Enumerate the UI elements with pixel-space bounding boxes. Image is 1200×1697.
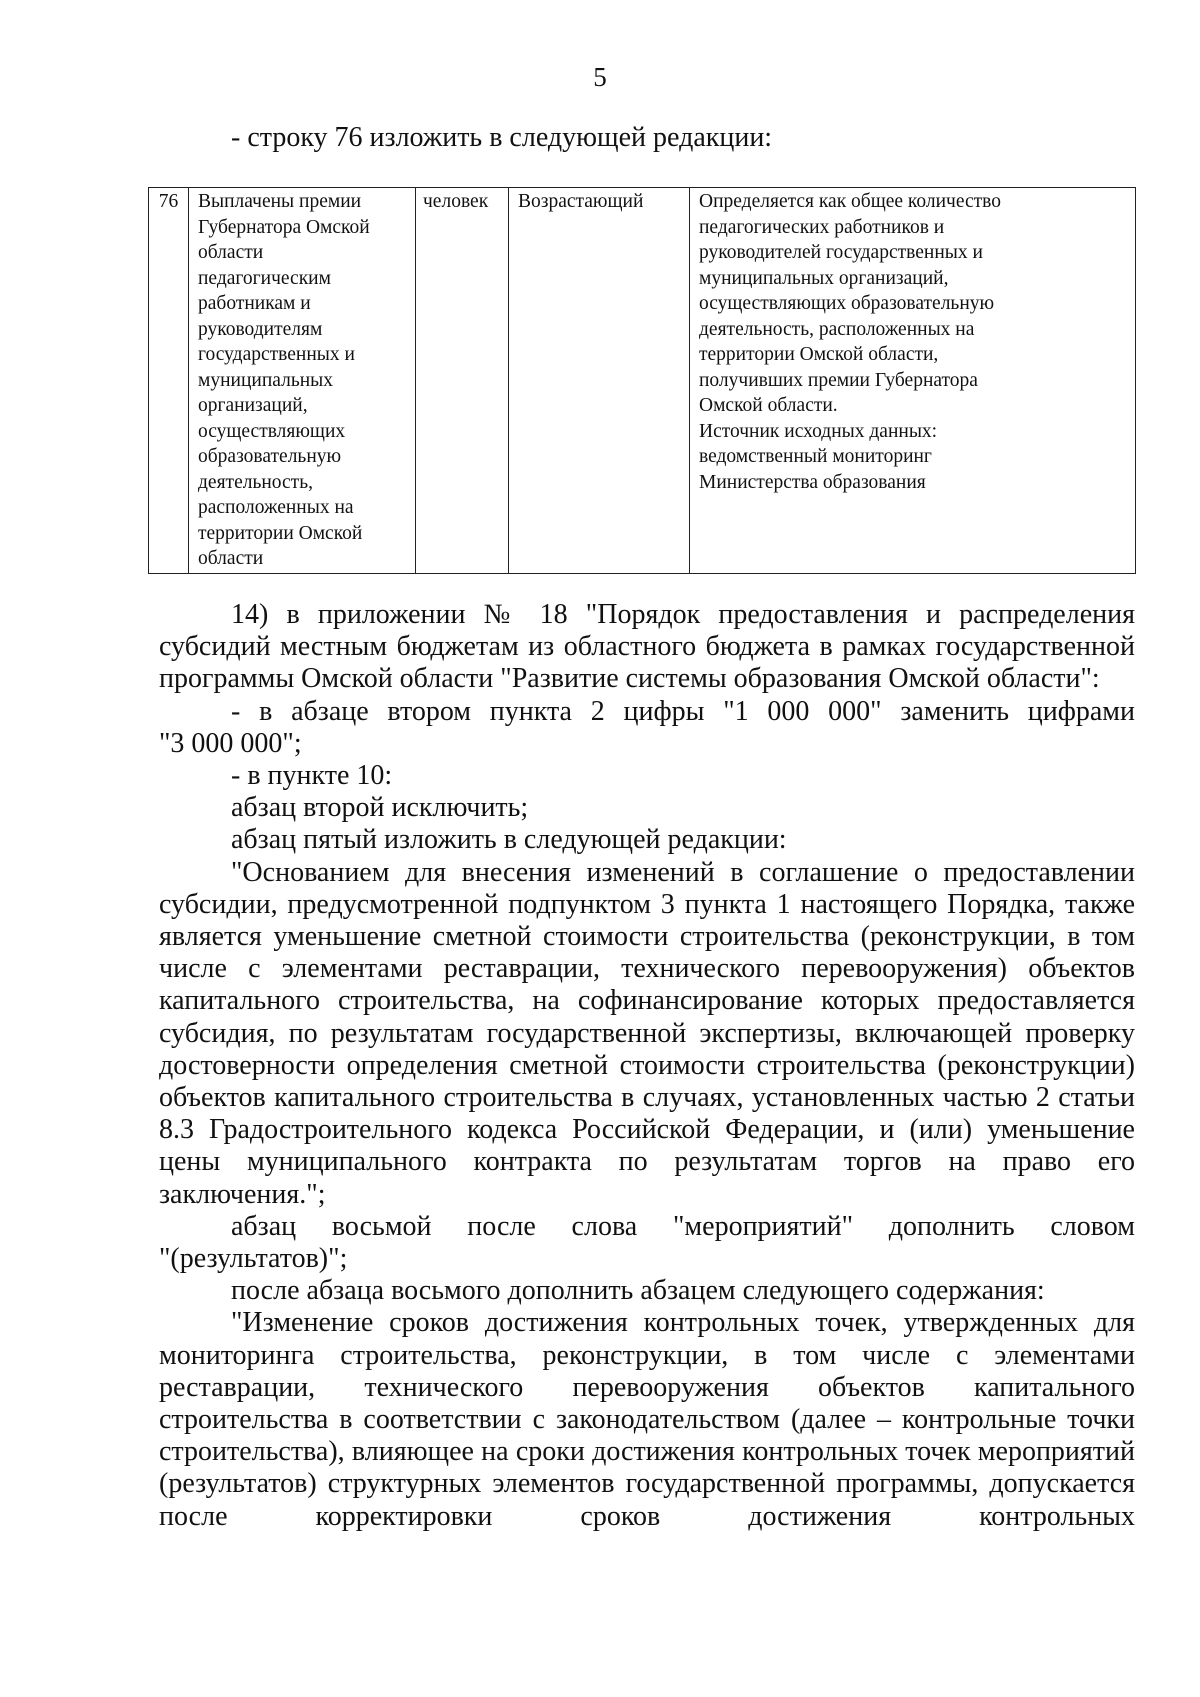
intro-line: - строку 76 изложить в следующей редакции: xyxy=(231,122,773,153)
indicator-table xyxy=(148,187,1136,574)
item-abzac8-first-line: абзац восьмой после слова "мероприятий" дополнить словом xyxy=(231,1210,1135,1242)
paragraph-14-first-line: 14) в приложении № 18 "Порядок предоставления и распределения xyxy=(231,599,1135,630)
paragraph-14-rest: субсидий местным бюджетам из областного бюджета в рамках государственной программы Омской области "Развитие системы образования Омской области": xyxy=(159,631,1135,695)
quote-izmenenie: "Изменение сроков достижения контрольных точек, утвержденных для мониторинга строительства, реконструкции, в том числе с элементами реставрации, технического перевооружения объектов капитального строительства в соответствии с законодательством (далее – контрольные точки строительства), влияющее на сроки достижения контрольных точек мероприятий (результатов) структурных элементов государственной программы, допускается после корректировки сроков достижения контрольных xyxy=(159,1307,1135,1532)
indicator-name-cell xyxy=(189,188,416,574)
document-body xyxy=(159,599,1135,1533)
item-exclude-abzac2: абзац второй исключить; xyxy=(231,792,529,824)
item-abzac2-rest: "3 000 000"; xyxy=(159,727,302,759)
row-number-cell xyxy=(149,188,189,574)
table-row xyxy=(149,188,1136,574)
unit-cell xyxy=(416,188,509,574)
quote-osnovaniem: "Основанием для внесения изменений в соглашение о предоставлении субсидии, предусмотренной подпунктом 3 пункта 1 настоящего Порядка, также является уменьшение сметной стоимости строительства (реконструкции, в том числе с элементами реставрации, технического перевооружения) объектов капитального строительства, на софинансирование которых предоставляется субсидия, по результатам государственной экспертизы, включающей проверку достоверности определения сметной стоимости строительства (реконструкции) объектов капитального строительства в случаях, установленных частью 2 статьи 8.3 Градостроительного кодекса Российской Федерации, и (или) уменьшение цены муниципального контракта по результатам торгов на право его заключения."; xyxy=(159,856,1135,1210)
item-abzac5: абзац пятый изложить в следующей редакции: xyxy=(231,824,787,856)
indicator-name: Выплачены премии Губернатора Омской области педагогическим работникам и руководителям государственных и муниципальных организаций, осуществляющих образовательную деятельность, расположенных на территории Омской области xyxy=(198,191,370,569)
item-after-abzac8: после абзаца восьмого дополнить абзацем следующего содержания: xyxy=(231,1275,1045,1307)
item-abzac2-first-line: - в абзаце втором пункта 2 цифры "1 000 000" заменить цифрами xyxy=(231,695,1135,727)
page-number: 5 xyxy=(593,62,607,92)
item-abzac8-rest: "(результатов)"; xyxy=(159,1243,348,1275)
trend-cell xyxy=(509,188,690,574)
item-punkt10: - в пункте 10: xyxy=(231,760,393,792)
trend: Возрастающий xyxy=(518,191,644,212)
calculation-method: Определяется как общее количество педагогических работников и руководителей государственных и муниципальных организаций, осуществляющих образовательную деятельность, расположенных на территории Омской области, получивших премии Губернатора Омской области. Источник исходных данных: ведомственный мониторинг Министерства образования xyxy=(699,191,1002,493)
unit: человек xyxy=(423,191,489,212)
method-cell xyxy=(690,188,1136,574)
row-number: 76 xyxy=(158,191,179,212)
